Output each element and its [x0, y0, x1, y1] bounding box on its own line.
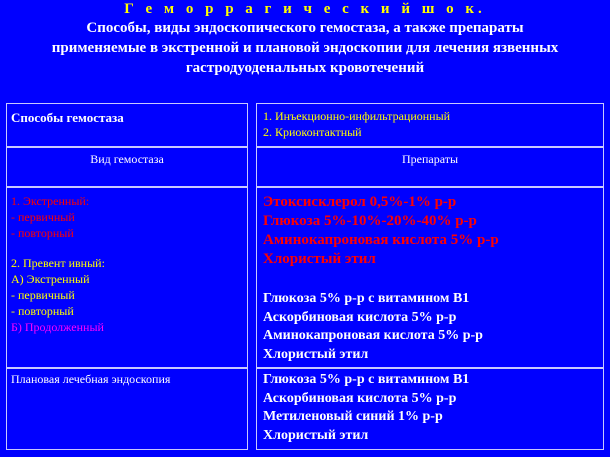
- hemostasis-types-cell: [6, 187, 248, 368]
- emergency-item: - повторный: [11, 226, 74, 240]
- preventive-a-label: А) Экстренный: [11, 272, 90, 286]
- preventive-b-label: Б) Продолженный: [11, 320, 104, 334]
- methods-header: Способы гемостаза: [11, 110, 124, 125]
- methods-header-cell: [6, 103, 248, 147]
- emergency-drug: Аминокапроновая кислота 5% р-р: [263, 232, 499, 248]
- preventive-label: 2. Превент ивный:: [11, 256, 105, 270]
- slide-title: [0, 0, 610, 78]
- type-header: Вид гемостаза: [90, 152, 164, 166]
- preventive-drug: Хлористый этил: [263, 346, 369, 362]
- preventive-drug: Аминокапроновая кислота 5% р-р: [263, 328, 483, 343]
- planned-label-cell: [6, 368, 248, 450]
- emergency-drug: Этоксисклерол 0,5%-1% р-р: [263, 194, 457, 210]
- planned-drug: Хлористый этил: [263, 427, 369, 443]
- drugs-header: Препараты: [401, 152, 459, 166]
- planned-drug: Аскорбиновая кислота 5% р-р: [263, 390, 457, 406]
- emergency-drug: Глюкоза 5%-10%-20%-40% р-р: [263, 213, 477, 229]
- drugs-header-cell: [256, 147, 604, 187]
- method-item: 1. Инъекционно-инфильтрационный: [263, 109, 451, 123]
- title-line-4: гастродуоденальных кровотечений: [185, 60, 425, 76]
- planned-drug: Метиленовый синий 1% р-р: [263, 409, 443, 424]
- title-line-2: Способы, виды эндоскопического гемостаза, а также препараты: [86, 20, 524, 36]
- preventive-drug: Глюкоза 5% р-р с витамином В1: [263, 291, 470, 306]
- preventive-a-item: - повторный: [11, 304, 74, 318]
- title-shock: Г е м о р р а г и ч е с к и й ш о к.: [124, 1, 486, 17]
- type-header-cell: [6, 147, 248, 187]
- drugs-cell: [256, 187, 604, 368]
- title-line-3: применяемые в экстренной и плановой эндоскопии для лечения язвенных: [51, 40, 559, 56]
- preventive-drug: Аскорбиновая кислота 5% р-р: [263, 309, 457, 325]
- planned-drugs-cell: [256, 368, 604, 450]
- method-item: 2. Криоконтактный: [263, 125, 362, 139]
- planned-drug: Глюкоза 5% р-р с витамином В1: [263, 372, 470, 387]
- emergency-item: - первичный: [11, 210, 75, 224]
- planned-label: Плановая лечебная эндоскопия: [11, 372, 171, 386]
- methods-list-cell: [256, 103, 604, 147]
- emergency-drug: Хлористый этил: [263, 251, 376, 267]
- preventive-a-item: - первичный: [11, 288, 75, 302]
- emergency-label: 1. Экстренный:: [11, 194, 90, 208]
